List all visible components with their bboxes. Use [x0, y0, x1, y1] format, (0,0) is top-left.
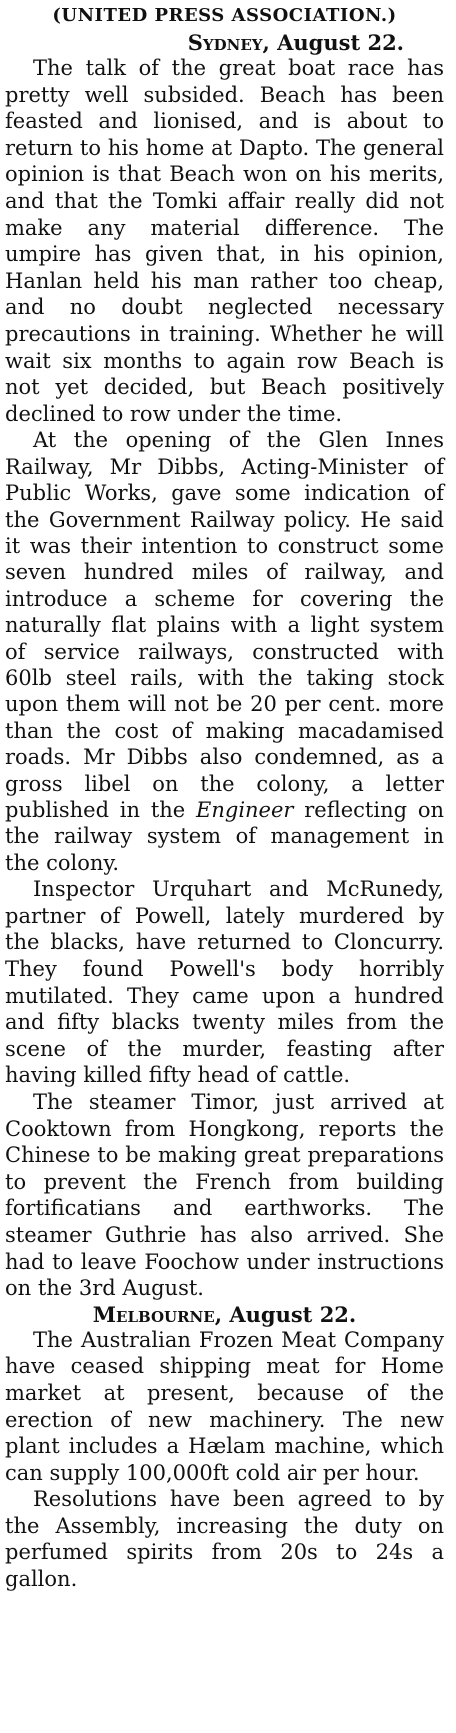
- paragraph-railway: [5, 427, 444, 876]
- dateline-melbourne: [5, 1302, 444, 1327]
- paragraph-steamer: The steamer Timor, just arrived at Cooktown from Hongkong, reports the Chinese to be making great preparations to prevent the French from building fortificatians and earthworks. The steamer Guthrie has also arrived. She had to leave Foochow under instructions on the 3rd August.: [5, 1089, 444, 1301]
- dateline-date: August 22.: [229, 1301, 357, 1327]
- dateline-sydney: [5, 30, 444, 55]
- agency-heading: (UNITED PRESS ASSOCIATION.): [52, 5, 397, 26]
- paragraph-boat-race: The talk of the great boat race has pretty well subsided. Beach has been feasted and lionised, and is about to return to his home at Dapto. The general opinion is that Beach won on his merits, and that the Tomki affair really did not make any material difference. The umpire has given that, in his opinion, Hanlan held his man rather too cheap, and no doubt neglected necessary precautions in training. Whether he will wait six months to again row Beach is not yet decided, but Beach positively declined to row under the time.: [5, 56, 444, 426]
- dateline-place: Melbourne,: [92, 1301, 223, 1327]
- paragraph-frozen-meat: The Australian Frozen Meat Company have ceased shipping meat for Home market at present, because of the erection of new machinery. The new plant includes a Hælam machine, which can supply 100,000ft cold air per hour.: [5, 1327, 444, 1485]
- railway-text-end: reflecting on the railway system of management in the colony.: [5, 798, 444, 875]
- dateline-date: August 22.: [277, 30, 404, 55]
- engineer-title: Engineer: [196, 798, 294, 822]
- dateline-place: Sydney,: [187, 30, 270, 55]
- paragraph-inspector: Inspector Urquhart and McRunedy, partner of Powell, lately murdered by the blacks, have returned to Cloncurry. They found Powell's body horribly mutilated. They came upon a hundred and fifty blacks twenty miles from the scene of the murder, feasting after having killed fifty head of cattle.: [5, 877, 444, 1088]
- railway-text: At the opening of the Glen Innes Railway, Mr Dibbs, Acting-Minister of Public Works, gave some indication of the Government Railway policy. He said it was their intention to construct some seven hundred miles of railway, and introduce a scheme for covering the naturally flat plains with a light system of service railways, constructed with 60lb steel rails, with the taking stock upon them will not be 20 per cent. more than the cost of making macadamised roads. Mr Dibbs also condemned, as a gross libel on the colony, a letter published in the: [5, 428, 444, 822]
- paragraph-resolutions: Resolutions have been agreed to by the Assembly, increasing the duty on perfumed spirits from 20s to 24s a gallon.: [5, 1487, 444, 1592]
